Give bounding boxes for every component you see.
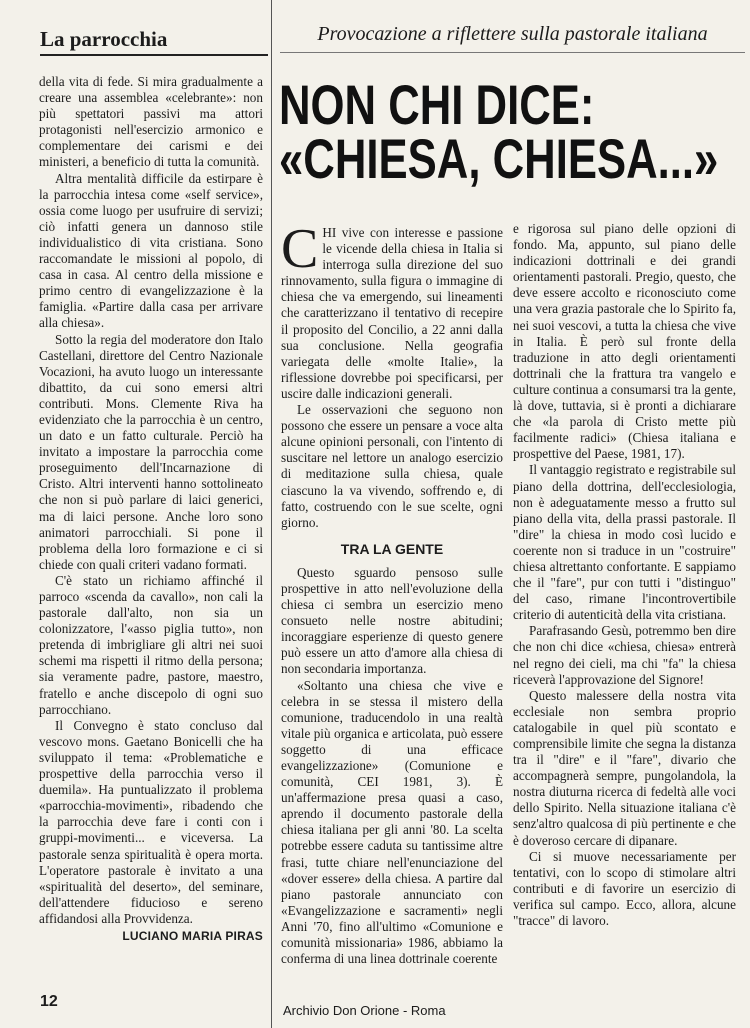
headline-line-2: «CHIESA, CHIESA...» — [279, 127, 719, 190]
article-kicker: Provocazione a riflettere sulla pastorale italiana — [280, 22, 745, 53]
lead-paragraph — [281, 218, 503, 402]
paragraph: Ci si muove necessariamente per tentativi, con lo scopo di stimolare altri contributi e di favorire un esercizio di verifica sul campo. Ecco, allora, alcune "tracce" di lavoro. — [513, 848, 736, 929]
paragraph: Parafrasando Gesù, potremmo ben dire che non chi dice «chiesa, chiesa» entrerà nel regno dei cieli, ma chi "fa" la chiesa riceverà l'approvazione del Signore! — [513, 623, 736, 687]
paragraph: Questo sguardo pensoso sulle prospettive in atto nell'evoluzione della chiesa ci sembra un esercizio meno consueto nelle nostre abitudini; incoraggiare esperienze di questo genere può essere un atto d'amore alla chiesa di non secondaria importanza. — [281, 564, 503, 677]
right-column — [513, 221, 736, 929]
archive-watermark: Archivio Don Orione - Roma — [283, 1003, 446, 1018]
headline — [279, 73, 719, 190]
paragraph: Il Convegno è stato concluso dal vescovo mons. Gaetano Bonicelli che ha sviluppato il tema: «Problematiche e prospettive della parrocchia verso il duemila». Ha puntualizzato il problema «parrocchia-movimenti», ribadendo che la parrocchia deve fare i conti con i gruppi-movimenti... e viceversa. La pastorale senza spiritualità è opera morta. L'operatore pastorale è invitato a una «spiritualità del deserto», del seminare, dell'attendere fiducioso e sereno affidandosi alla Provvidenza. — [39, 717, 263, 926]
middle-column — [281, 218, 503, 967]
lead-text: HI vive con interesse e passione le vicende della chiesa in Italia si interroga sulla direzione del suo rinnovamento, sulla figura o immagine di chiesa che va emergendo, sui lineamenti che caratterizzano il tentativo di recepire il proposito del Concilio, a 22 anni dalla sua conclusione. Nella geografia variegata delle «molte Italie», la riflessione dovrebbe poi specificarsi, per uscire dalle indicazioni generali. — [281, 225, 503, 401]
author-byline: LUCIANO MARIA PIRAS — [122, 928, 263, 943]
page-number: 12 — [40, 993, 58, 1010]
paragraph: Il vantaggio registrato e registrabile sul piano della dottrina, dell'ecclesiologia, non è adeguatamente messo a frutto sul piano della vita, della prassi pastorale. Il "dire" la chiesa in modo così lucido e coerente non si traduce in un "costruire" chiesa altrettanto confortante. E sappiamo che il "fare", pur con tutti i "distinguo" del caso, rimane l'incontrovertibile criterio di autenticità della vita cristiana. — [513, 462, 736, 623]
paragraph: Questo malessere della nostra vita ecclesiale non sembra proprio catalogabile in quel più scontato e comprensibile limite che segna la distanza tra il "dire" e il "fare", divario che accompagnerà sempre, pungolandola, la nostra diuturna ricerca di fedeltà alle voci dello Spirito. Nella situazione italiana c'è senz'altro qualcosa di più pertinente e che è doveroso cercare di dipanare. — [513, 687, 737, 848]
paragraph: C'è stato un richiamo affinché il parroco «scenda da cavallo», non cali la pastorale dall'alto, non sia un colonizzatore, l'«asso piglia tutto», non pretenda di imbrigliare gli altri nei suoi schemi ma rispetti il ritmo della persona; sia veramente padre, pastore, maestro, fratello e anche discepolo di ogni suo parrocchiano. — [39, 572, 263, 717]
column-divider — [271, 0, 272, 1028]
drop-cap: C — [281, 218, 319, 280]
left-column — [39, 74, 263, 944]
headline-line-1: NON CHI DICE: — [279, 73, 595, 136]
paragraph: Altra mentalità difficile da estirpare è la parrocchia intesa come «self service», ossia come luogo per usufruire di servizi; ciò infatti genera un dannoso stile individualistico di vita cristiana. Sono raccomandate le missioni al popolo, di casa in casa. Al centro della missione e primo centro di evangelizzazione è la famiglia. «Partire dalla casa per arrivare alla chiesa». — [39, 170, 263, 331]
section-title: La parrocchia — [40, 24, 268, 56]
paragraph: della vita di fede. Si mira gradualmente a creare una assemblea «celebrante»: non più spettatori passivi ma attori protagonisti nell'esercizio armonico e complementare dei carismi e dei ministeri, a beneficio di tutta la comunità. — [39, 74, 263, 170]
subheading: TRA LA GENTE — [340, 540, 444, 557]
paragraph: «Soltanto una chiesa che vive e celebra in se stessa il mistero della comunione, traducendolo in una realtà vitale più organica e articolata, può essere soggetto di una efficace evangelizzazione» (Comunione e comunità, CEI 1981, 3). È un'affermazione presa quasi a caso, aprendo il documento pastorale della chiesa italiana per gli anni '80. La scelta potrebbe essere caduta su tantissime altre frasi, tutte chiare nell'enunciazione del «dover essere» della chiesa. A partire dal piano pastorale annunciato con «Evangelizzazione e sacramenti» negli Anni '70, fino all'ultimo «Comunione e comunità missionaria» 1986, abbiamo la conferma di una linea dottrinale coerente — [281, 677, 503, 967]
paragraph: e rigorosa sul piano delle opzioni di fondo. Ma, appunto, sul piano delle indicazioni dottrinali e dei grandi orientamenti pastorali. Pregio, questo, che deve essere accolto e riconosciuto come una vera grazia pastorale che lo Spirito fa, nei suoi vescovi, a tutta la chiesa che vive in Italia. È però sul fronte della traduzione in atto degli orientamenti dottrinali che la frattura tra vangelo e culture continua a consumarsi tra la gente, là dove, tuttavia, si è pronti a dichiarare che «la parola di Cristo mette più facilmente radici» (Chiesa italiana e prospettive del Paese, 1981, 17). — [513, 221, 737, 462]
paragraph: Le osservazioni che seguono non possono che essere un pensare a voce alta alcune opinioni personali, con l'intento di suscitare nel lettore un analogo esercizio di meditazione sulla chiesa, quale ciascuno la va vivendo, soffrendo e, di fatto, costruendo con le sue scelte, ogni giorno. — [281, 402, 503, 530]
paragraph: Sotto la regia del moderatore don Italo Castellani, direttore del Centro Nazionale Vocazioni, ha avuto luogo un interessante dibattito, da cui sono emersi altri contributi. Mons. Clemente Riva ha evidenziato che la parrocchia è un centro, un dato e un fatto culturale. Perciò ha invitato a impostare la parrocchia come proseguimento dell'Incarnazione di Cristo. Altri interventi hanno sottolineato che non si può parlare di laici generici, ma di laici persone. Anche loro sono animatori parrocchiali. Si pone il problema della loro formazione e ci si chiede con quali criteri vadano formati. — [39, 331, 263, 572]
